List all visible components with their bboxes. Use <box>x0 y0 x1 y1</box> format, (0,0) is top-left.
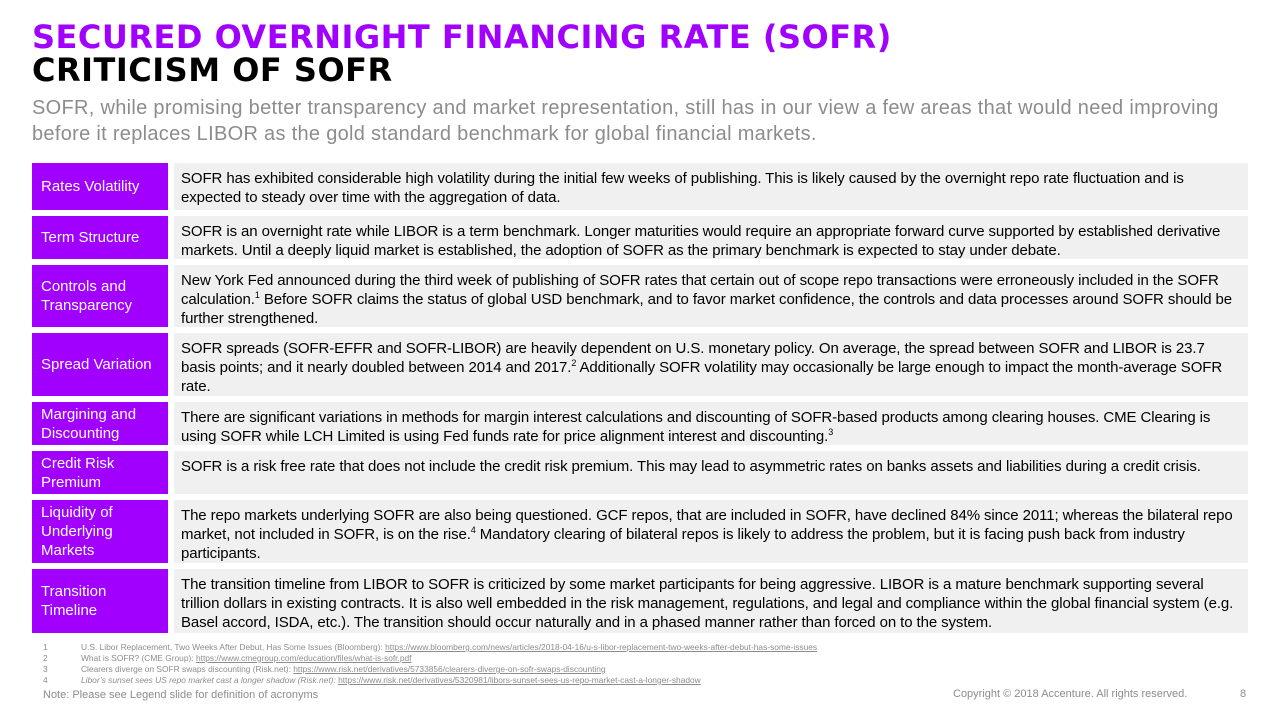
row-label: Liquidity of Underlying Markets <box>32 500 168 563</box>
footnote-number: 2 <box>43 653 48 663</box>
footnote-link[interactable]: https://www.bloomberg.com/news/articles/2018-04-16/u-s-libor-replacement-two-weeks-after-debut-has-some-issues <box>385 642 818 652</box>
table-row <box>32 402 1248 445</box>
table-row <box>32 569 1248 633</box>
row-text: Before SOFR claims the status of global USD benchmark, and to favor market confidence, the controls and data processes around SOFR should be further strengthened. <box>181 291 1233 327</box>
table-row <box>32 500 1248 563</box>
footnote-link[interactable]: https://www.risk.net/derivatives/5733856/clearers-diverge-on-sofr-swaps-discounting <box>293 664 606 674</box>
footnote-text: U.S. Libor Replacement, Two Weeks After Debut, Has Some Issues (Bloomberg): <box>81 642 383 652</box>
row-text: SOFR spreads (SOFR-EFFR and SOFR-LIBOR) are heavily dependent on U.S. monetary policy. On average, the spread between SOFR and LIBOR is 23.7 basis points; and it nearly doubled between 2014 and 2017. <box>181 340 1205 376</box>
footnote-number: 1 <box>43 642 48 652</box>
row-description: The transition timeline from LIBOR to SOFR is criticized by some market participants for being aggressive. LIBOR is a mature benchmark supporting several trillion dollars in existing contracts. It is also well embedded in the risk management, regulations, and legal and compliance within the global financial system (e.g. Basel accord, ISDA, etc.). The transition should occur naturally and in a phased manner rather than forced on to the system. <box>174 569 1248 633</box>
footnote-ref: 1 <box>254 290 260 300</box>
row-label: Controls and Transparency <box>32 265 168 327</box>
row-description: SOFR is a risk free rate that does not include the credit risk premium. This may lead to asymmetric rates on banks assets and liabilities during a credit crisis. <box>174 451 1248 494</box>
row-label: Margining and Discounting <box>32 402 168 445</box>
acronym-note: Note: Please see Legend slide for definition of acronyms <box>43 689 319 701</box>
footnote-ref: 3 <box>828 427 834 437</box>
slide-subtitle: CRITICISM OF SOFR <box>32 51 393 89</box>
footnote <box>43 653 817 664</box>
footnote <box>43 675 817 686</box>
row-label: Term Structure <box>32 216 168 259</box>
page-number: 8 <box>1240 688 1247 700</box>
row-description <box>174 333 1248 396</box>
table-row <box>32 451 1248 494</box>
row-text: New York Fed announced during the third week of publishing of SOFR rates that certain out of scope repo transactions were erroneously included in the SOFR calculation. <box>181 272 1219 308</box>
row-label: Transition Timeline <box>32 569 168 633</box>
row-label: Rates Volatility <box>32 163 168 210</box>
row-label: Credit Risk Premium <box>32 451 168 494</box>
row-description <box>174 402 1248 445</box>
criticism-table <box>32 163 1248 639</box>
row-description <box>174 265 1248 327</box>
footnote-text: What is SOFR? (CME Group): <box>81 653 194 663</box>
footnote-link[interactable]: https://www.risk.net/derivatives/5320981/libors-sunset-sees-us-repo-market-cast-a-longer-shadow <box>338 675 701 685</box>
copyright-text: Copyright © 2018 Accenture. All rights reserved. <box>953 688 1188 700</box>
row-text: Mandatory clearing of bilateral repos is likely to address the problem, but it is facing push back from industry participants. <box>181 526 1185 562</box>
footnote <box>43 642 817 653</box>
footnotes <box>43 642 817 686</box>
row-text: Additionally SOFR volatility may occasionally be large enough to impact the month-average SOFR rate. <box>181 359 1223 395</box>
footnote <box>43 664 817 675</box>
row-description <box>174 500 1248 563</box>
footnote-number: 3 <box>43 664 48 674</box>
row-text: There are significant variations in methods for margin interest calculations and discounting of SOFR-based products among clearing houses. CME Clearing is using SOFR while LCH Limited is using Fed funds rate for price alignment interest and discounting. <box>181 409 1211 445</box>
table-row <box>32 163 1248 210</box>
row-description: SOFR has exhibited considerable high volatility during the initial few weeks of publishing. This is likely caused by the overnight repo rate fluctuation and is expected to steady over time with the aggregation of data. <box>174 163 1248 210</box>
footnote-text: Libor’s sunset sees US repo market cast a longer shadow (Risk.net): <box>81 675 336 685</box>
footnote-ref: 2 <box>571 358 577 368</box>
footnote-text: Clearers diverge on SOFR swaps discounting (Risk.net): <box>81 664 291 674</box>
footnote-link[interactable]: https://www.cmegroup.com/education/files/what-is-sofr.pdf <box>195 653 412 663</box>
slide-title: SECURED OVERNIGHT FINANCING RATE (SOFR) <box>32 18 892 56</box>
row-label: Spread Variation <box>32 333 168 396</box>
row-description: SOFR is an overnight rate while LIBOR is a term benchmark. Longer maturities would require an appropriate forward curve supported by established derivative markets. Until a deeply liquid market is established, the adoption of SOFR as the primary benchmark is expected to stay under debate. <box>174 216 1248 259</box>
intro-text: SOFR, while promising better transparency and market representation, still has in our view a few areas that would need improving before it replaces LIBOR as the gold standard benchmark for global financial markets. <box>32 97 1219 145</box>
row-text: The repo markets underlying SOFR are also being questioned. GCF repos, that are included in SOFR, have declined 84% since 2011; whereas the bilateral repo market, not included in SOFR, is on the rise. <box>181 507 1233 543</box>
footnote-number: 4 <box>43 675 48 685</box>
table-row <box>32 216 1248 259</box>
footnote-ref: 4 <box>470 525 476 535</box>
table-row <box>32 333 1248 396</box>
table-row <box>32 265 1248 327</box>
